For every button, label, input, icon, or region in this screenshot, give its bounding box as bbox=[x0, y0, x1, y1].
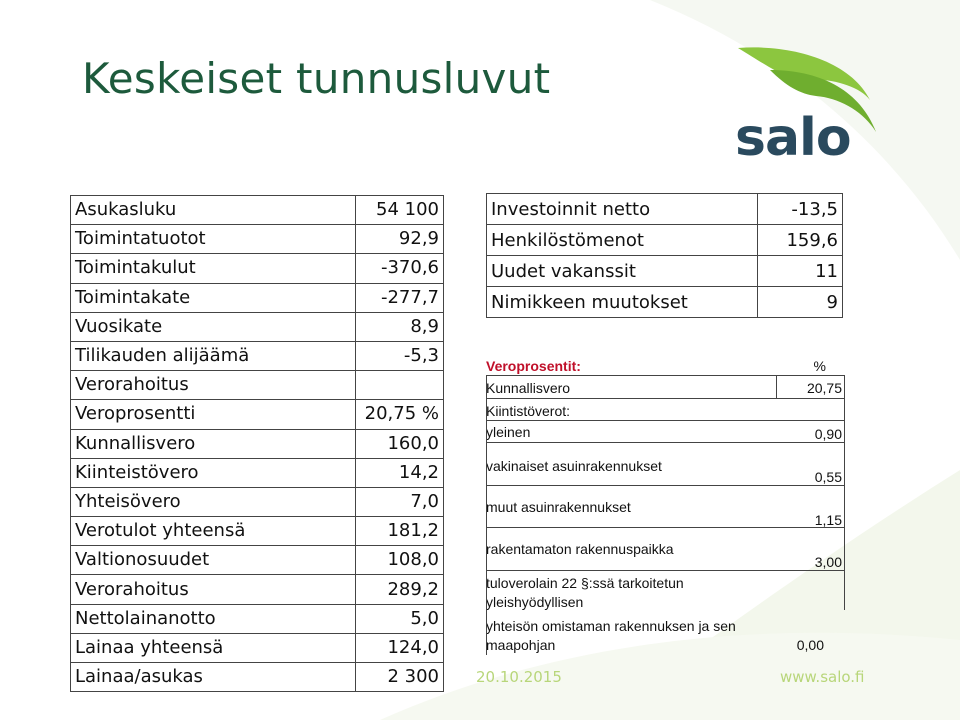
key-figure-row bbox=[71, 341, 444, 370]
investment-row-value: 11 bbox=[758, 256, 843, 287]
key-figures-table bbox=[70, 195, 444, 692]
footer-url[interactable]: www.salo.fi bbox=[780, 668, 865, 686]
key-figure-row-value: 108,0 bbox=[356, 546, 444, 575]
investment-row-value: -13,5 bbox=[758, 194, 843, 225]
investment-row-label: Investoinnit netto bbox=[487, 194, 758, 225]
tax-muut-label: muut asuinrakennukset bbox=[486, 499, 631, 515]
key-figure-row bbox=[71, 371, 444, 400]
key-figure-row-value: 8,9 bbox=[356, 312, 444, 341]
key-figure-row-value: 160,0 bbox=[356, 429, 444, 458]
key-figure-row bbox=[71, 487, 444, 516]
tax-yhteison-value: 0,00 bbox=[796, 637, 824, 653]
key-figure-row-value: -5,3 bbox=[356, 341, 444, 370]
key-figure-row-value: 289,2 bbox=[356, 575, 444, 604]
key-figure-row-value: 20,75 % bbox=[356, 400, 444, 429]
tax-muut-value: 1,15 bbox=[814, 512, 842, 528]
key-figure-row bbox=[71, 546, 444, 575]
tax-kunnallisvero-value: 20,75 bbox=[806, 380, 842, 396]
investments-table bbox=[486, 193, 843, 318]
tax-kunnallisvero-label: Kunnallisvero bbox=[486, 380, 571, 396]
key-figure-row bbox=[71, 400, 444, 429]
tax-kiinteisto-label: Kiintistöverot: bbox=[486, 403, 571, 419]
tax-yleinen-value: 0,90 bbox=[814, 426, 842, 442]
tax-rakentamaton-label: rakentamaton rakennuspaikka bbox=[486, 541, 674, 557]
investment-row-label: Uudet vakanssit bbox=[487, 256, 758, 287]
key-figure-row-value: 54 100 bbox=[356, 196, 444, 225]
key-figure-row-value: 124,0 bbox=[356, 633, 444, 662]
key-figure-row-label: Toimintakate bbox=[71, 283, 356, 312]
key-figure-row bbox=[71, 633, 444, 662]
key-figure-row-label: Lainaa/asukas bbox=[71, 663, 356, 692]
tax-vakinaiset-label: vakinaiset asuinrakennukset bbox=[486, 458, 662, 474]
key-figure-row-label: Tilikauden alijäämä bbox=[71, 341, 356, 370]
key-figure-row bbox=[71, 225, 444, 254]
key-figure-row-label: Lainaa yhteensä bbox=[71, 633, 356, 662]
key-figure-row-value: 14,2 bbox=[356, 458, 444, 487]
key-figure-row bbox=[71, 312, 444, 341]
key-figure-row-value: 92,9 bbox=[356, 225, 444, 254]
investment-row-value: 159,6 bbox=[758, 225, 843, 256]
key-figure-row bbox=[71, 196, 444, 225]
key-figure-row-value: -370,6 bbox=[356, 254, 444, 283]
key-figure-row-value: 5,0 bbox=[356, 604, 444, 633]
key-figure-row bbox=[71, 254, 444, 283]
key-figure-row-label: Nettolainanotto bbox=[71, 604, 356, 633]
key-figure-row-label: Toimintakulut bbox=[71, 254, 356, 283]
key-figure-row-label: Yhteisövero bbox=[71, 487, 356, 516]
key-figure-row bbox=[71, 429, 444, 458]
key-figure-row bbox=[71, 283, 444, 312]
key-figure-row bbox=[71, 517, 444, 546]
key-figure-row-label: Veroprosentti bbox=[71, 400, 356, 429]
key-figure-row-value: -277,7 bbox=[356, 283, 444, 312]
tax-tulovero-label-1: tuloverolain 22 §:ssä tarkoitetun bbox=[486, 575, 684, 591]
key-figure-row-label: Valtionosuudet bbox=[71, 546, 356, 575]
key-figure-row bbox=[71, 458, 444, 487]
key-figure-row-label: Toimintatuotot bbox=[71, 225, 356, 254]
investment-row-label: Henkilöstömenot bbox=[487, 225, 758, 256]
investment-row-value: 9 bbox=[758, 287, 843, 318]
tax-yleinen-label: yleinen bbox=[486, 424, 531, 440]
key-figure-row-value bbox=[356, 371, 444, 400]
key-figure-row-label: Kiinteistövero bbox=[71, 458, 356, 487]
key-figure-row-value: 2 300 bbox=[356, 663, 444, 692]
key-figure-row-label: Kunnallisvero bbox=[71, 429, 356, 458]
key-figure-row-value: 7,0 bbox=[356, 487, 444, 516]
key-figure-row-label: Verorahoitus bbox=[71, 371, 356, 400]
key-figure-row-label: Verorahoitus bbox=[71, 575, 356, 604]
key-figure-row bbox=[71, 663, 444, 692]
investment-row-label: Nimikkeen muutokset bbox=[487, 287, 758, 318]
tax-yhteison-label-1: yhteisön omistaman rakennuksen ja sen bbox=[486, 618, 736, 634]
investment-row bbox=[487, 256, 843, 287]
page-title: Keskeiset tunnusluvut bbox=[82, 54, 551, 103]
key-figure-row-value: 181,2 bbox=[356, 517, 444, 546]
salo-logo-text: salo bbox=[735, 108, 851, 168]
tax-header: Veroprosentit: bbox=[486, 358, 581, 374]
investment-row bbox=[487, 287, 843, 318]
key-figure-row bbox=[71, 575, 444, 604]
tax-yhteison-label-2: maapohjan bbox=[486, 637, 556, 653]
investment-row bbox=[487, 194, 843, 225]
key-figure-row-label: Verotulot yhteensä bbox=[71, 517, 356, 546]
key-figure-row-label: Asukasluku bbox=[71, 196, 356, 225]
key-figure-row bbox=[71, 604, 444, 633]
tax-tulovero-label-2: yleishyödyllisen bbox=[486, 594, 584, 610]
key-figure-row-label: Vuosikate bbox=[71, 312, 356, 341]
tax-vakinaiset-value: 0,55 bbox=[814, 469, 842, 485]
tax-header-unit: % bbox=[813, 358, 826, 374]
footer-date: 20.10.2015 bbox=[476, 668, 562, 686]
tax-rakentamaton-value: 3,00 bbox=[814, 554, 842, 570]
investment-row bbox=[487, 225, 843, 256]
